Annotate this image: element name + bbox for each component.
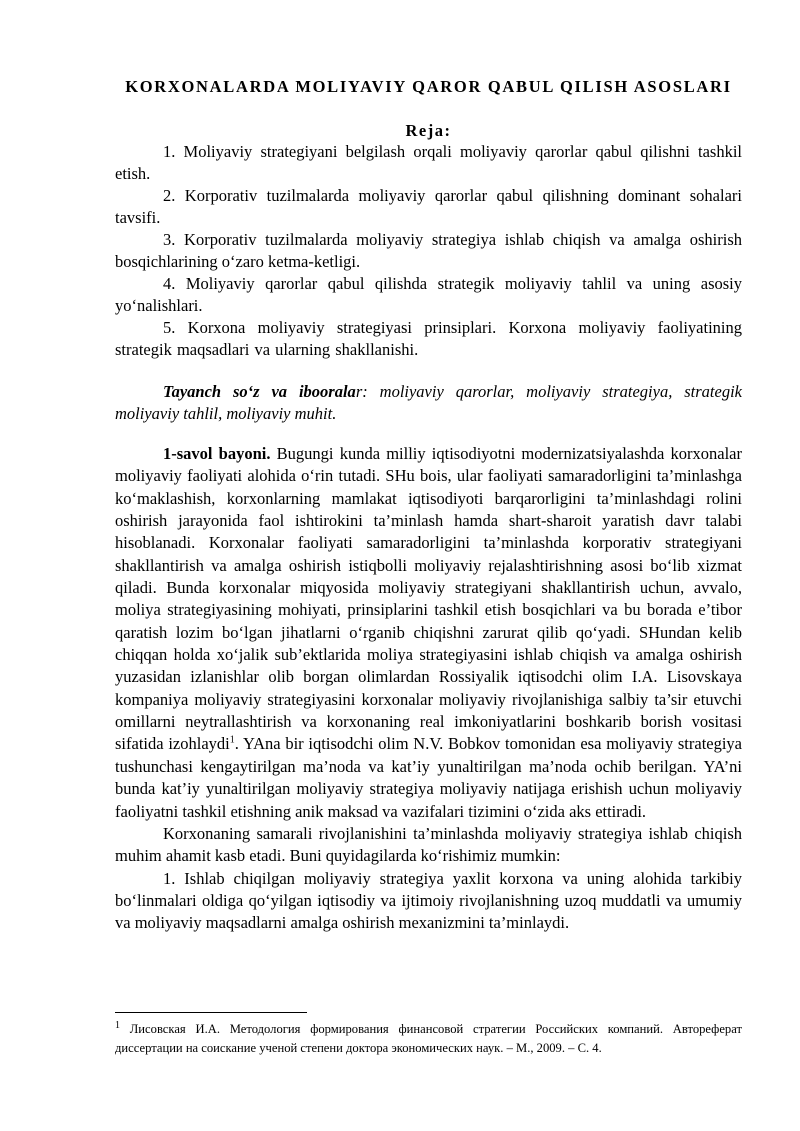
plan-item: 2. Korporativ tuzilmalarda moliyaviy qarorlar qabul qilishning dominant sohalari tavsifi. <box>115 186 742 227</box>
paragraph-1 <box>115 443 742 823</box>
plan-item: 5. Korxona moliyaviy strategiyasi prinsiplari. Korxona moliyaviy faoliyatining strategik maqsadlari va ularning shakllanishi. <box>115 318 742 359</box>
footnote-text: Лисовская И.А. Методология формирования финансовой стратегии Российских компаний. Автореферат диссертации на соискание ученой степени доктора экономических наук. – М., 2009. – С. 4. <box>115 1022 742 1055</box>
plan-item: 4. Moliyaviy qarorlar qabul qilishda strategik moliyaviy tahlil va uning asosiy yo‘nalishlari. <box>115 274 742 315</box>
document-title: KORXONALARDA MOLIYAVIY QAROR QABUL QILISH ASOSLARI <box>125 77 732 96</box>
plan-item: 3. Korporativ tuzilmalarda moliyaviy strategiya ishlab chiqish va amalga oshirish bosqichlarining o‘zaro ketma-ketligi. <box>115 230 742 271</box>
keywords-paragraph <box>115 381 742 425</box>
keywords-label: Tayanch so‘z va iboorala <box>163 382 356 401</box>
paragraph-1-part-2: . YAna bir iqtisodchi olim N.V. Bobkov tomonidan esa moliyaviy strategiya tushunchasi kengaytirilgan ma’noda va kat’iy yunaltirilgan ma’noda ochib berilgan. YA’ni bunda kat’iy yunaltirilgan moliyaviy strategiya moliyaviy natijaga erishish uchun moliyaviy faoliyatni tashkil etishning anik maksad va vazifalari tizimini o‘zida aks ettiradi. <box>115 734 743 821</box>
keywords-colon: r: <box>355 382 368 401</box>
paragraph-1-part-1: Bugungi kunda milliy iqtisodiyotni modernizatsiyalashda korxonalar moliyaviy faoliyati alohida o‘rin tutadi. SHu bois, ular faoliyati samaradorligini ta’minlashga ko‘maklashish, korxonlarning mamlakat iqtisodiyoti barqarorligini ta’minlashdagi rolini oshirish jarayonida faol ishtirokini ta’minlash hamda shart-sharoit yaratish davr talabi hisoblanadi. Korxonalar faoliyati samaradorligini ta’minlashda korporativ strategiyani shakllantirish va amalga oshirish istiqbolli moliyaviy rejalashtirishning asosi bo‘lib xizmat qiladi. Bunda korxonalar miqyosida moliyaviy strategiyani shakllantirish uchun, avvalo, moliya strategiyasining mohiyati, prinsiplarini tashkil etish bosqichlari va bu borada e’tibor qaratish lozim bo‘lgan jihatlarni o‘rganib chiqishni zarurat qilib qo‘yadi. SHundan kelib chiqqan holda xo‘jalik sub’ektlarida moliya strategiyasini ishlab chiqish va amalga oshirish yuzasidan izlanishlar olib borgan olimlardan Rossiyalik iqtisodchi olim I.A. Lisovskaya kompaniya moliyaviy strategiyasini korxonalar moliyaviy rivojlanishiga salbiy ta’sir etuvchi omillarni neytrallashtirish va korxonaning real imkoniyatlarini boshkarib borish vositasi sifatida izohlaydi <box>115 444 743 754</box>
footnote-separator <box>115 1012 307 1013</box>
footnote <box>115 1020 742 1058</box>
plan-heading: Reja: <box>405 121 452 140</box>
plan-list <box>115 141 742 361</box>
plan-item: 1. Moliyaviy strategiyani belgilash orqali moliyaviy qarorlar qabul qilishni tashkil etish. <box>115 142 742 183</box>
question-label: 1-savol bayoni. <box>163 444 271 463</box>
footnote-reference[interactable]: 1 <box>229 734 235 746</box>
body-text <box>115 443 742 935</box>
paragraph-3: 1. Ishlab chiqilgan moliyaviy strategiya yaxlit korxona va uning alohida tarkibiy bo‘linmalari oldiga qo‘yilgan iqtisodiy va ijtimoiy rivojlanishning uzoq muddatli va umumiy va moliyaviy maqsadlarni amalga oshirish mexanizmini ta’minlaydi. <box>115 868 742 933</box>
paragraph-2: Korxonaning samarali rivojlanishini ta’minlashda moliyaviy strategiya ishlab chiqish muhim ahamit kasb etadi. Buni quyidagilarda ko‘rishimiz mumkin: <box>115 823 742 866</box>
keywords-text: moliyaviy qarorlar, moliyaviy strategiya, strategik moliyaviy tahlil, moliyaviy muhit. <box>115 382 742 423</box>
footnote-number: 1 <box>115 1019 120 1031</box>
